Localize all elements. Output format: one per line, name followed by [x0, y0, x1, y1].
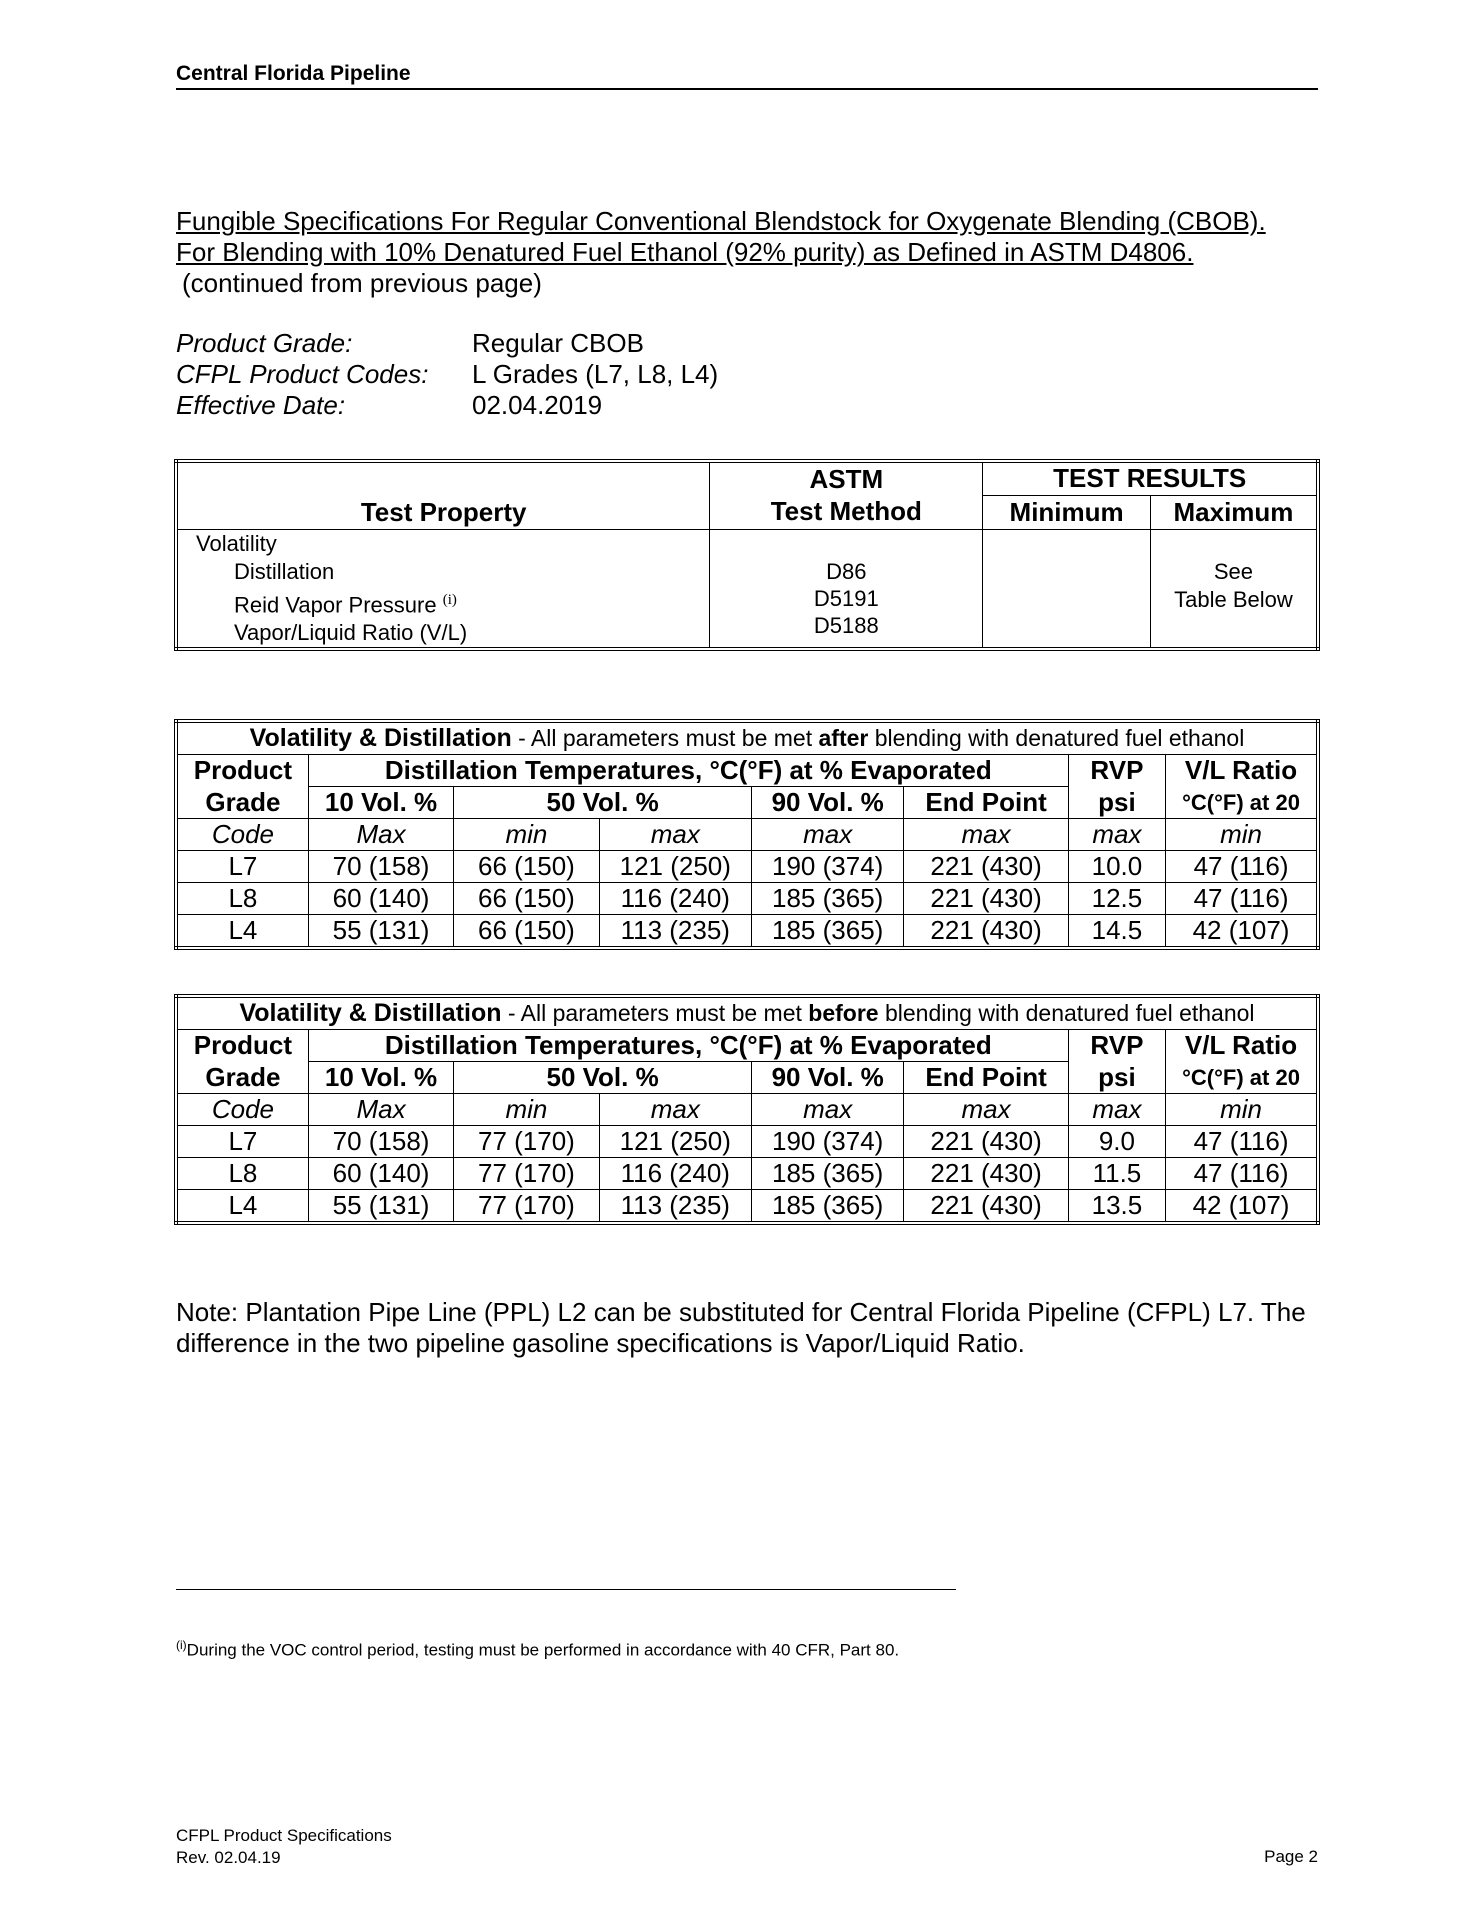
limit-cell: max [1068, 819, 1165, 851]
max-see: See [1213, 558, 1254, 584]
item-reid-vapor-pressure: Reid Vapor Pressure $^{(i)}$ [234, 591, 457, 617]
header-endpoint: End Point [904, 1062, 1068, 1094]
limit-cell: min [454, 1094, 599, 1126]
title-line-2: For Blending with 10% Denatured Fuel Ethanol (92% purity) as Defined in ASTM D4806. [176, 237, 1194, 267]
header-vl-unit: °C(°F) at 20 [1166, 787, 1318, 819]
header-test-results: TEST RESULTS [983, 461, 1318, 495]
footnote-text: During the VOC control period, testing must be performed in accordance with 40 CFR, Part 80. [186, 1640, 900, 1660]
max-table-below: Table Below [1174, 586, 1293, 612]
meta-product-grade: Product Grade: Regular CBOB [176, 328, 644, 358]
test-property-table [174, 459, 1320, 651]
header-minimum: Minimum [983, 495, 1151, 529]
after-caption: Volatility & Distillation - All parameters must be met after blending with denatured fuel ethanol [176, 721, 1318, 755]
meta-value: L Grades (L7, L8, L4) [472, 359, 719, 389]
limit-cell: min [454, 819, 599, 851]
page-header: Central Florida Pipeline [176, 62, 1318, 90]
header-rvp: RVP [1068, 755, 1165, 787]
limit-code: Code [176, 1094, 308, 1126]
limit-cell: max [1068, 1094, 1165, 1126]
footnote [176, 1638, 899, 1661]
header-astm: ASTM [710, 461, 983, 495]
footer-revision: Rev. 02.04.19 [176, 1848, 281, 1867]
limit-cell: min [1166, 1094, 1318, 1126]
header-vl-unit: °C(°F) at 20 [1166, 1062, 1318, 1094]
header-endpoint: End Point [904, 787, 1068, 819]
table-row: L7 70 (158) 66 (150) 121 (250) 190 (374) 221 (430) 10.0 47 (116) [176, 851, 1318, 883]
limit-code: Code [176, 819, 308, 851]
header-90vol: 90 Vol. % [751, 787, 903, 819]
meta-key: Effective Date [176, 390, 338, 420]
header-psi: psi [1068, 787, 1165, 819]
document-title [176, 206, 1336, 299]
method-d5188: D5188 [813, 612, 879, 638]
header-maximum: Maximum [1150, 495, 1318, 529]
header-10vol: 10 Vol. % [308, 787, 453, 819]
meta-key: CFPL Product Codes [176, 359, 422, 389]
header-test-property: Test Property [176, 461, 710, 529]
volatility-label: Volatility [196, 530, 277, 556]
method-d86: D86 [826, 558, 867, 584]
header-50vol: 50 Vol. % [454, 787, 752, 819]
page-footer [176, 1825, 392, 1869]
page-number: Page 2 [1264, 1847, 1318, 1866]
table-row: L8 60 (140) 66 (150) 116 (240) 185 (365) 221 (430) 12.5 47 (116) [176, 883, 1318, 915]
meta-key: Product Grade [176, 328, 346, 358]
limit-cell: max [751, 819, 903, 851]
header-distillation-temps: Distillation Temperatures, °C(°F) at % Evaporated [308, 1030, 1068, 1062]
header-product: Product [176, 755, 308, 787]
table-row: L8 60 (140) 77 (170) 116 (240) 185 (365) 221 (430) 11.5 47 (116) [176, 1158, 1318, 1190]
limit-cell: max [904, 819, 1068, 851]
meta-value: Regular CBOB [472, 328, 644, 358]
limit-cell: Max [308, 819, 453, 851]
limit-cell: Max [308, 1094, 453, 1126]
before-caption: Volatility & Distillation - All parameters must be met before blending with denatured fuel ethanol [176, 996, 1318, 1030]
limit-cell: max [599, 819, 751, 851]
meta-product-codes: CFPL Product Codes: L Grades (L7, L8, L4) [176, 359, 719, 389]
limit-cell: max [599, 1094, 751, 1126]
substitution-note: Note: Plantation Pipe Line (PPL) L2 can be substituted for Central Florida Pipeline (CFPL) L7. The difference in the two pipeline gasoline specifications is Vapor/Liquid Ratio. [176, 1297, 1306, 1358]
after-blending-table [174, 719, 1320, 950]
title-continued: (continued from previous page) [182, 268, 542, 298]
header-grade: Grade [176, 787, 308, 819]
header-10vol: 10 Vol. % [308, 1062, 453, 1094]
table-row: L7 70 (158) 77 (170) 121 (250) 190 (374) 221 (430) 9.0 47 (116) [176, 1126, 1318, 1158]
header-vl-ratio: V/L Ratio [1166, 1030, 1318, 1062]
header-product: Product [176, 1030, 308, 1062]
limit-cell: min [1166, 819, 1318, 851]
header-grade: Grade [176, 1062, 308, 1094]
method-d5191: D5191 [813, 585, 879, 611]
table-row: L4 55 (131) 77 (170) 113 (235) 185 (365) 221 (430) 13.5 42 (107) [176, 1190, 1318, 1224]
item-vl-ratio: Vapor/Liquid Ratio (V/L) [234, 619, 468, 645]
product-meta [176, 328, 718, 421]
item-distillation: Distillation [234, 558, 335, 584]
footnote-divider [176, 1589, 956, 1590]
header-90vol: 90 Vol. % [751, 1062, 903, 1094]
header-psi: psi [1068, 1062, 1165, 1094]
footnote-marker: (i) [442, 591, 457, 608]
footnote-mark: (i) [176, 1638, 187, 1652]
meta-effective-date: Effective Date: 02.04.2019 [176, 390, 603, 420]
minimum-cell [983, 529, 1151, 649]
meta-value: 02.04.2019 [472, 390, 603, 420]
before-blending-table [174, 994, 1320, 1225]
table-row: L4 55 (131) 66 (150) 113 (235) 185 (365) 221 (430) 14.5 42 (107) [176, 915, 1318, 949]
header-50vol: 50 Vol. % [454, 1062, 752, 1094]
header-rvp: RVP [1068, 1030, 1165, 1062]
limit-cell: max [751, 1094, 903, 1126]
header-test-method: Test Method [710, 495, 983, 529]
title-line-1: Fungible Specifications For Regular Conventional Blendstock for Oxygenate Blending (CBOB). [176, 206, 1266, 236]
header-vl-ratio: V/L Ratio [1166, 755, 1318, 787]
limit-cell: max [904, 1094, 1068, 1126]
header-distillation-temps: Distillation Temperatures, °C(°F) at % Evaporated [308, 755, 1068, 787]
footer-doc-title: CFPL Product Specifications [176, 1826, 392, 1845]
